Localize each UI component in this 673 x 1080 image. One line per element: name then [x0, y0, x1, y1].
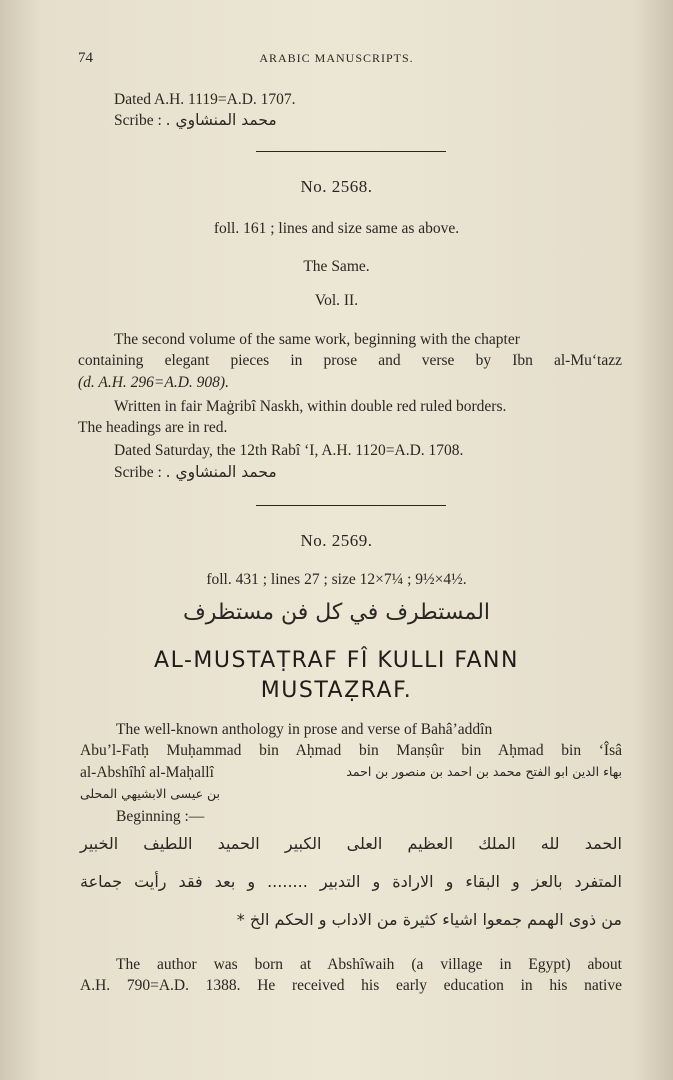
- separator-rule: [256, 151, 446, 152]
- entry-2569-beginning-label: Beginning :—: [116, 808, 205, 825]
- entry-2569-beginning-arabic: المتفرد بالعز و البقاء و الارادة و التدبير ........ و بعد فقد رأيت جماعة: [80, 872, 622, 891]
- entry-2569-foll: foll. 431 ; lines 27 ; size 12×7¼ ; 9½×4½.: [206, 571, 467, 588]
- entry-2568-desc-line: containing elegant pieces in prose and verse by Ibn al-Mu‘tazz: [78, 352, 622, 369]
- scribe-label: Scribe :: [114, 464, 162, 481]
- entry-2569-author-line: The author was born at Abshîwaih (a village in Egypt) about: [116, 956, 622, 973]
- entry-2569-arabic-author: بهاء الدين ابو الفتح محمد بن احمد بن منصور بن احمد: [346, 764, 622, 779]
- scribe-arabic-name: محمد المنشاوي .: [165, 463, 277, 481]
- running-title: ARABIC MANUSCRIPTS.: [259, 51, 414, 65]
- entry-2568-scribe-line: [114, 462, 277, 483]
- entry-2569-author-line: A.H. 790=A.D. 1388. He received his early education in his native: [80, 977, 622, 994]
- entry-2569-desc-line: The well-known anthology in prose and verse of Bahâ’addîn: [116, 721, 493, 738]
- entry-2569-desc-line: al-Abshîhî al-Maḥallî: [80, 764, 214, 781]
- scribe-arabic-name: محمد المنشاوي .: [165, 111, 277, 129]
- top-dated-line: Dated A.H. 1119=A.D. 1707.: [114, 91, 296, 108]
- entry-2568-written-line: The headings are in red.: [78, 419, 228, 436]
- entry-2568-written-line: Written in fair Maġribî Naskh, within double red ruled borders.: [114, 398, 507, 415]
- entry-2568-desc-line: (d. A.H. 296=A.D. 908).: [78, 374, 229, 391]
- entry-number-2569: No. 2569.: [300, 531, 373, 550]
- entry-2569-title-line-2: MUSTAẒRAF.: [260, 678, 413, 703]
- entry-2569-desc-line: Abu’l-Fatḥ Muḥammad bin Aḥmad bin Manṣûr bin Aḥmad bin ‘Îsâ: [80, 742, 622, 759]
- entry-2569-title-line-1: AL-MUSTAṬRAF FÎ KULLI FANN: [154, 648, 519, 673]
- entry-2568-volume: Vol. II.: [314, 292, 359, 309]
- entry-2569-beginning-arabic: من ذوى الهمم جمعوا اشياء كثيرة من الاداب و الحكم الخ *: [236, 910, 622, 929]
- entry-2568-dated: Dated Saturday, the 12th Rabî ‘I, A.H. 1120=A.D. 1708.: [114, 442, 464, 459]
- entry-2568-foll: foll. 161 ; lines and size same as above.: [213, 220, 460, 237]
- entry-number-2568: No. 2568.: [300, 177, 373, 196]
- separator-rule: [256, 505, 446, 506]
- page-number: 74: [78, 50, 93, 66]
- entry-2569-beginning-arabic: الحمد لله الملك العظيم العلى الكبير الحميد اللطيف الخبير: [80, 834, 622, 853]
- scribe-label: Scribe :: [114, 112, 162, 129]
- entry-2568-title: The Same.: [303, 258, 370, 275]
- entry-2569-arabic-title: المستطرف في كل فن مستظرف: [182, 600, 491, 625]
- entry-2569-arabic-author: بن عيسى الابشيهي المحلى: [80, 786, 221, 801]
- top-scribe-line: [114, 110, 277, 131]
- entry-2568-desc-line: The second volume of the same work, beginning with the chapter: [114, 331, 520, 348]
